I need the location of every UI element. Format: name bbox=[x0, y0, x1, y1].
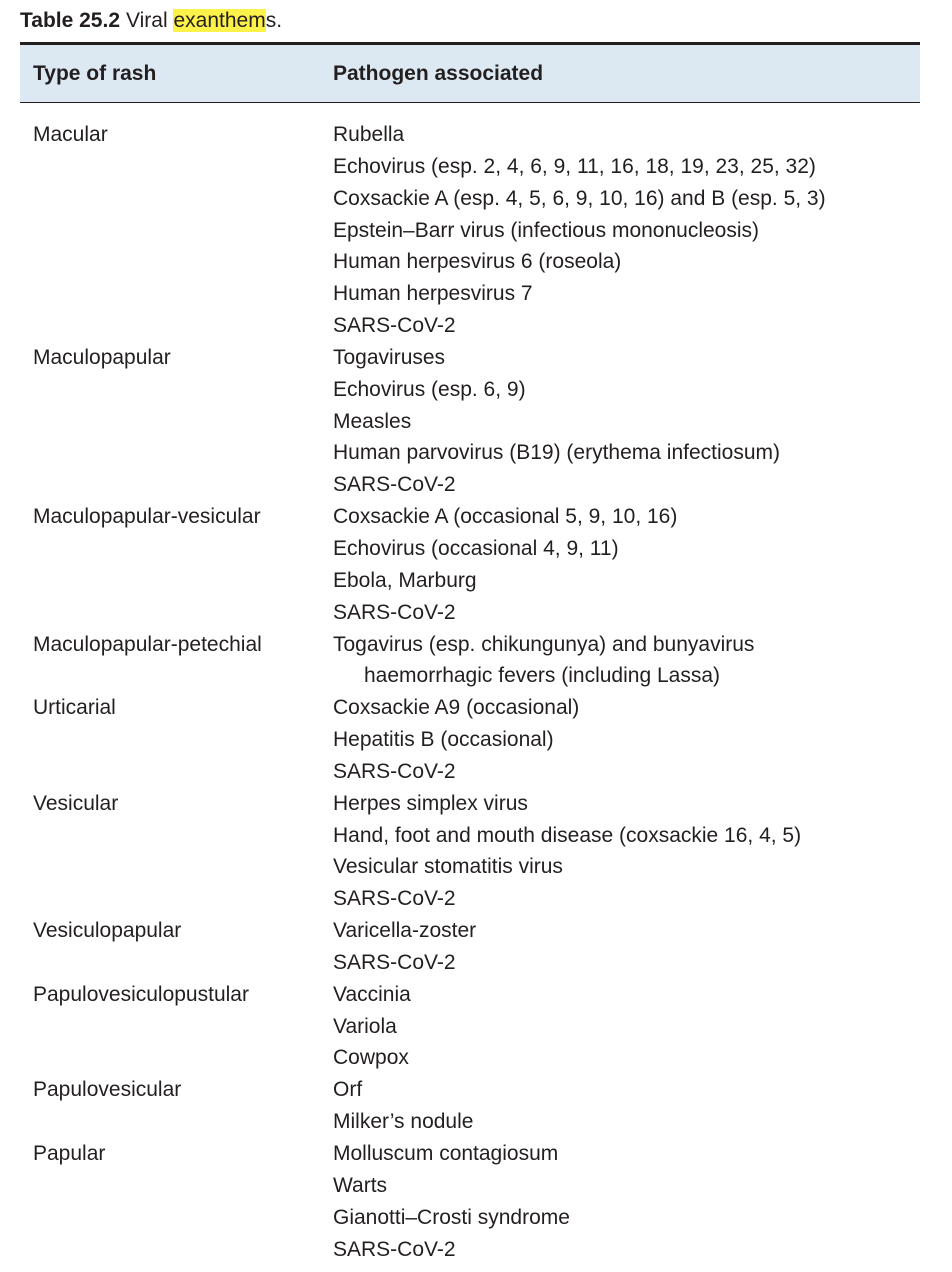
table-row bbox=[20, 501, 920, 628]
rash-type-cell: Maculopapular-petechial bbox=[33, 632, 262, 656]
rash-type-cell: Vesiculopapular bbox=[33, 919, 182, 943]
column-header-type-of-rash: Type of rash bbox=[33, 62, 157, 85]
rash-type-cell: Macular bbox=[33, 123, 108, 146]
pathogen-item: Molluscum contagiosum bbox=[333, 1142, 559, 1165]
pathogen-item: Echovirus (esp. 2, 4, 6, 9, 11, 16, 18, 19, 23, 25, 32) bbox=[333, 154, 816, 178]
pathogen-cell bbox=[333, 692, 920, 788]
pathogen-item: Vaccinia bbox=[333, 982, 411, 1006]
pathogen-item: Ebola, Marburg bbox=[333, 568, 477, 592]
pathogen-cell bbox=[333, 979, 920, 1075]
table-number: Table 25.2 bbox=[20, 9, 120, 32]
rash-type-cell: Papulovesicular bbox=[33, 1078, 182, 1102]
pathogen-item: Human parvovirus (B19) (erythema infectiosum) bbox=[333, 441, 780, 465]
table-row bbox=[20, 342, 920, 501]
table-title-post: s. bbox=[265, 9, 283, 32]
table-row bbox=[20, 1138, 920, 1265]
table-row bbox=[20, 629, 920, 693]
pathogen-item: Coxsackie A9 (occasional) bbox=[333, 696, 580, 720]
pathogen-item: Gianotti–Crosti syndrome bbox=[333, 1205, 570, 1229]
pathogen-item: Orf bbox=[333, 1078, 363, 1102]
table-row bbox=[20, 979, 920, 1075]
rash-type-cell: Vesicular bbox=[33, 791, 119, 815]
pathogen-item: Human herpesvirus 7 bbox=[333, 282, 533, 306]
pathogen-item: SARS-CoV-2 bbox=[333, 950, 456, 974]
pathogen-item: Echovirus (esp. 6, 9) bbox=[333, 377, 526, 401]
pathogen-cell bbox=[333, 342, 920, 501]
pathogen-cell bbox=[333, 1138, 920, 1265]
highlighted-term[interactable]: exanthem bbox=[173, 9, 266, 32]
pathogen-cell bbox=[333, 629, 920, 693]
pathogen-item: SARS-CoV-2 bbox=[333, 314, 456, 338]
pathogen-item: SARS-CoV-2 bbox=[333, 887, 456, 911]
table-header bbox=[20, 45, 920, 103]
pathogen-item: Echovirus (occasional 4, 9, 11) bbox=[333, 536, 619, 560]
pathogen-item: haemorrhagic fevers (including Lassa) bbox=[364, 664, 721, 688]
pathogen-item: Coxsackie A (esp. 4, 5, 6, 9, 10, 16) and B (esp. 5, 3) bbox=[333, 186, 826, 210]
exanthem-table bbox=[20, 42, 920, 1265]
pathogen-cell bbox=[333, 915, 920, 979]
pathogen-item: Milker’s nodule bbox=[333, 1110, 474, 1134]
pathogen-item: Togavirus (esp. chikungunya) and bunyavirus bbox=[333, 632, 755, 656]
pathogen-cell bbox=[333, 1074, 920, 1138]
pathogen-item: Cowpox bbox=[333, 1046, 409, 1070]
pathogen-item: SARS-CoV-2 bbox=[333, 1237, 456, 1261]
rash-type-cell: Papular bbox=[33, 1142, 106, 1165]
table-row bbox=[20, 915, 920, 979]
pathogen-item: Varicella-zoster bbox=[333, 919, 477, 943]
table-title-pre: Viral bbox=[126, 9, 174, 32]
pathogen-item: Epstein–Barr virus (infectious mononucleosis) bbox=[333, 218, 760, 242]
table-body bbox=[20, 103, 920, 1265]
rash-type-cell: Urticarial bbox=[33, 696, 116, 720]
pathogen-item: SARS-CoV-2 bbox=[333, 473, 456, 497]
pathogen-item: Herpes simplex virus bbox=[333, 791, 528, 815]
pathogen-item: Rubella bbox=[333, 123, 405, 146]
pathogen-cell bbox=[333, 788, 920, 915]
table-row bbox=[20, 788, 920, 915]
table-row bbox=[20, 119, 920, 342]
pathogen-cell bbox=[333, 119, 920, 342]
pathogen-cell bbox=[333, 501, 920, 628]
pathogen-item: Variola bbox=[333, 1014, 397, 1038]
pathogen-item: Hand, foot and mouth disease (coxsackie 16, 4, 5) bbox=[333, 823, 802, 847]
pathogen-item: Human herpesvirus 6 (roseola) bbox=[333, 250, 622, 274]
pathogen-item: SARS-CoV-2 bbox=[333, 759, 456, 783]
pathogen-item: Hepatitis B (occasional) bbox=[333, 728, 554, 752]
pathogen-item: SARS-CoV-2 bbox=[333, 600, 456, 624]
table-row bbox=[20, 692, 920, 788]
table-row bbox=[20, 1074, 920, 1138]
pathogen-item: Togaviruses bbox=[333, 345, 446, 369]
pathogen-item: Measles bbox=[333, 409, 412, 433]
column-header-pathogen: Pathogen associated bbox=[333, 62, 544, 85]
rash-type-cell: Papulovesiculopustular bbox=[33, 982, 249, 1006]
pathogen-item: Vesicular stomatitis virus bbox=[333, 855, 563, 879]
pathogen-item: Warts bbox=[333, 1173, 388, 1197]
pathogen-item: Coxsackie A (occasional 5, 9, 10, 16) bbox=[333, 505, 678, 529]
rash-type-cell: Maculopapular bbox=[33, 345, 171, 369]
rash-type-cell: Maculopapular-vesicular bbox=[33, 505, 261, 529]
table-caption bbox=[20, 6, 282, 36]
